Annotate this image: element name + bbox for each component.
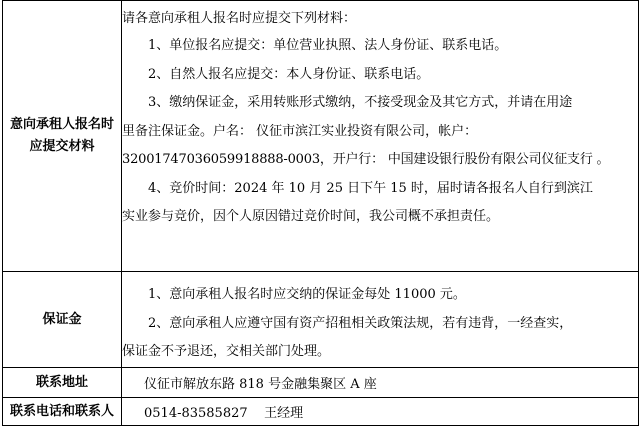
row-label-address: 联系地址 <box>3 368 122 398</box>
row-label-contact: 联系电话和联系人 <box>3 398 122 426</box>
list-item: 2、意向承租人应遵守国有资产招租相关政策法规，若有违背，一经查实， <box>148 315 573 331</box>
table-row-address <box>3 368 639 398</box>
address-value: 仪征市解放东路 818 号金融集聚区 A 座 <box>144 377 377 392</box>
row-content-contact <box>122 398 639 426</box>
table-row-materials <box>3 1 639 272</box>
row-label-deposit: 保证金 <box>3 272 122 368</box>
contact-value: 0514-83585827 王经理 <box>144 406 304 421</box>
list-item-continuation: 保证金不予退还，交相关部门处理。 <box>122 344 331 359</box>
list-item: 3、缴纳保证金，采用转账形式缴纳，不接受现金及其它方式，并请在用途 <box>148 95 573 110</box>
row-content-address <box>122 368 639 398</box>
list-item-continuation: 32001747036059918888-0003，开户行： 中国建设银行股份有限公司仪征支行 。 <box>122 152 610 167</box>
list-item-continuation: 里备注保证金。户名： 仪征市滨江实业投资有限公司，帐户： <box>122 123 478 139</box>
intro-text: 请各意向承租人报名时应提交下列材料： <box>122 11 357 26</box>
table-row-contact <box>3 398 639 426</box>
info-table <box>2 0 639 426</box>
list-item: 4、竞价时间：2024 年 10 月 25 日下午 15 时，届时请各报名人自行到滨江 <box>148 180 593 196</box>
row-content-deposit <box>122 272 639 368</box>
list-item-continuation: 实业参与竞价，因个人原因错过竞价时间，我公司概不承担责任。 <box>122 209 500 224</box>
list-item: 1、单位报名应提交：单位营业执照、法人身份证、联系电话。 <box>148 38 508 53</box>
list-item: 2、自然人报名应提交：本人身份证、联系电话。 <box>148 66 430 82</box>
row-label-line: 应提交材料 <box>29 139 95 154</box>
row-label-materials <box>3 1 122 272</box>
list-item: 1、意向承租人报名时应交纳的保证金每处 11000 元。 <box>148 287 466 302</box>
row-content-materials <box>122 1 639 272</box>
table-row-deposit <box>3 272 639 368</box>
row-label-line: 意向承租人报名时 <box>9 117 114 132</box>
